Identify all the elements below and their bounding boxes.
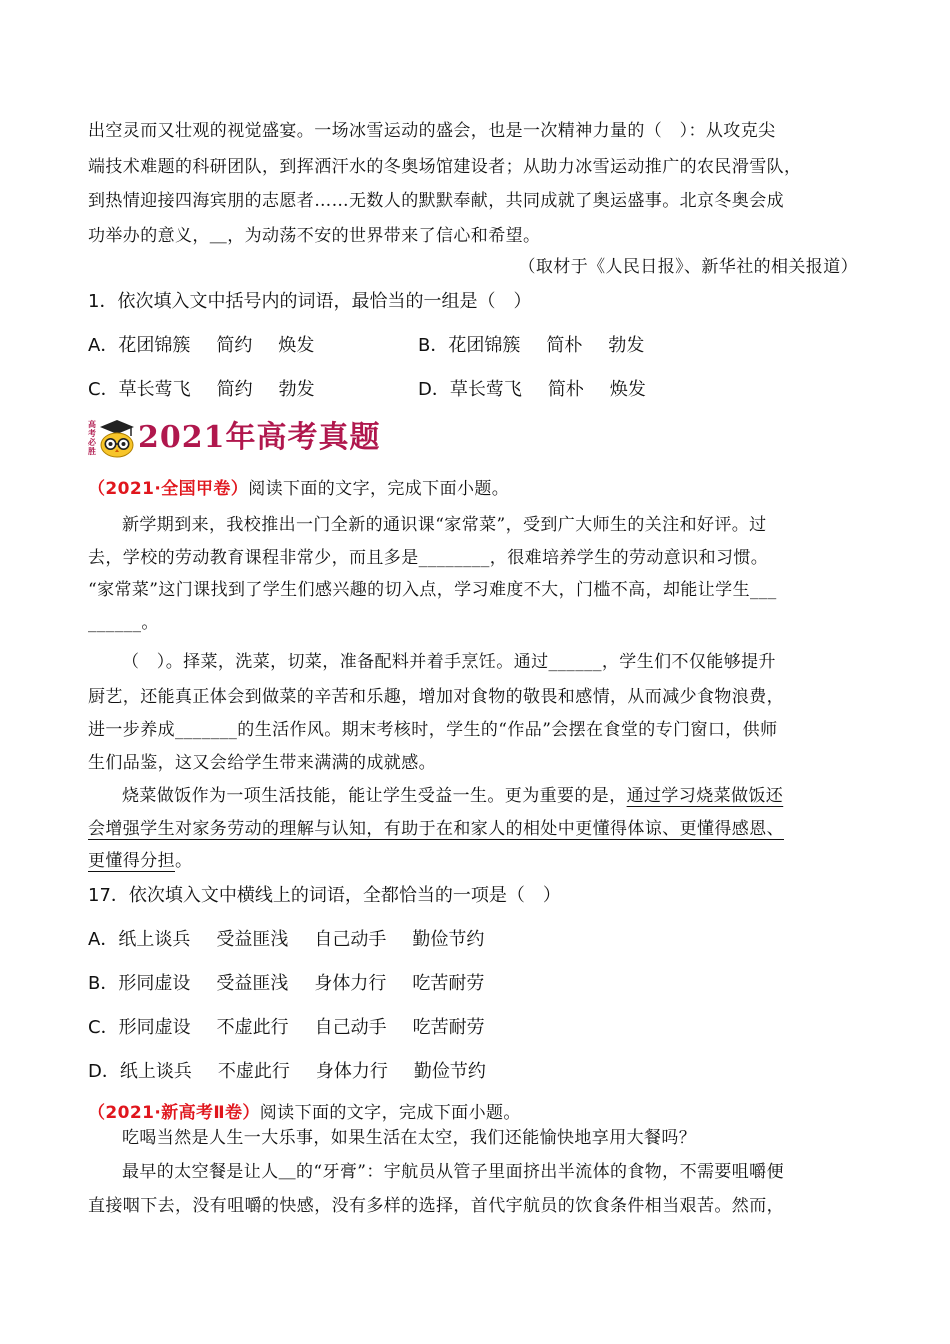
passage-line xyxy=(122,785,858,807)
option-label: D． xyxy=(418,379,450,400)
passage-line: 直接咽下去，没有咀嚼的快感，没有多样的选择，首代宇航员的饮食条件相当艰苦。然而， xyxy=(88,1196,784,1216)
option-word: 简朴 xyxy=(547,379,584,400)
option-word: 受益匪浅 xyxy=(216,929,289,950)
option-word: 自己动手 xyxy=(314,929,387,950)
option-b xyxy=(88,972,484,996)
passage-line: 生们品鉴，这又会给学生带来满满的成就感。 xyxy=(88,753,436,773)
option-word: 形同虚设 xyxy=(118,1017,191,1038)
option-word: 纸上谈兵 xyxy=(119,1061,192,1082)
option-word: 不虚此行 xyxy=(216,1017,289,1038)
option-a xyxy=(88,334,314,358)
option-word: 吃苦耐劳 xyxy=(412,1017,485,1038)
option-label: C． xyxy=(88,379,119,400)
option-word: 简朴 xyxy=(546,335,583,356)
option-word: 简约 xyxy=(216,335,253,356)
option-label: B． xyxy=(418,335,449,356)
passage-line: 新学期到来，我校推出一门全新的通识课“家常菜”，受到广大师生的关注和好评。过 xyxy=(122,515,767,535)
passage-line: 端技术难题的科研团队，到挥洒汗水的冬奥场馆建设者；从助力冰雪运动推广的农民滑雪队， xyxy=(88,157,802,177)
option-label: C． xyxy=(88,1017,119,1038)
period: 。 xyxy=(175,851,193,871)
passage-line xyxy=(88,818,858,840)
passage-line: 到热情迎接四海宾朋的志愿者……无数人的默默奉献，共同成就了奥运盛事。北京冬奥会成 xyxy=(88,191,784,211)
exam-source: （2021·新高考Ⅱ卷） xyxy=(88,1103,260,1123)
option-word: 吃苦耐劳 xyxy=(412,973,485,994)
option-word: 勃发 xyxy=(608,335,645,356)
passage-line: 进一步养成_______的生活作风。期末考核时，学生的“作品”会摆在食堂的专门窗口，供师 xyxy=(88,720,778,740)
underlined-text: 会增强学生对家务劳动的理解与认知，有助于在和家人的相处中更懂得体谅、更懂得感恩、 xyxy=(88,819,784,839)
option-word: 自己动手 xyxy=(314,1017,387,1038)
passage-line: “家常菜”这门课找到了学生们感兴趣的切入点，学习难度不大，门槛不高，却能让学生___ xyxy=(88,580,777,600)
option-word: 不虚此行 xyxy=(217,1061,290,1082)
option-word: 草长莺飞 xyxy=(449,379,522,400)
passage-text: 烧菜做饭作为一项生活技能，能让学生受益一生。更为重要的是， xyxy=(122,786,627,806)
passage-line: （ ）。择菜，洗菜，切菜，准备配料并着手烹饪。通过______，学生们不仅能够提升 xyxy=(122,652,776,672)
option-word: 纸上谈兵 xyxy=(118,929,191,950)
item-instruction: 阅读下面的文字，完成下面小题。 xyxy=(248,479,510,499)
option-word: 勤俭节约 xyxy=(413,1061,486,1082)
option-word: 花团锦簇 xyxy=(448,335,521,356)
option-d xyxy=(88,1060,486,1084)
section-title: 2021年高考真题 xyxy=(138,420,381,455)
option-label: A． xyxy=(88,335,119,356)
passage-line: 去，学校的劳动教育课程非常少，而且多是________，很难培养学生的劳动意识和习惯。 xyxy=(88,548,769,568)
option-word: 身体力行 xyxy=(314,973,387,994)
option-word: 焕发 xyxy=(278,335,315,356)
option-word: 花团锦簇 xyxy=(118,335,191,356)
option-word: 焕发 xyxy=(609,379,646,400)
item-header xyxy=(88,1102,858,1124)
passage-line: 厨艺，还能真正体会到做菜的辛苦和乐趣，增加对食物的敬畏和感情，从而减少食物浪费， xyxy=(88,687,784,707)
passage-source: （取材于《人民日报》、新华社的相关报道） xyxy=(518,257,858,277)
owl-graduate-icon xyxy=(98,418,136,458)
option-d xyxy=(418,378,646,402)
underlined-text: 通过学习烧菜做饭还 xyxy=(626,786,784,806)
question-stem: 1．依次填入文中括号内的词语，最恰当的一组是（ ） xyxy=(88,291,532,312)
section-badge-text: 高考必胜 xyxy=(88,420,96,456)
question-stem: 17．依次填入文中横线上的词语，全都恰当的一项是（ ） xyxy=(88,885,561,906)
option-label: A． xyxy=(88,929,119,950)
option-word: 受益匪浅 xyxy=(216,973,289,994)
option-label: B． xyxy=(88,973,119,994)
item-header xyxy=(88,478,858,500)
item-instruction: 阅读下面的文字，完成下面小题。 xyxy=(259,1103,521,1123)
passage-line xyxy=(88,850,858,872)
option-word: 简约 xyxy=(216,379,253,400)
passage-line: 最早的太空餐是让人＿的“牙膏”：宇航员从管子里面挤出半流体的食物，不需要咀嚼便 xyxy=(122,1162,784,1182)
exam-source: （2021·全国甲卷） xyxy=(88,479,249,499)
passage-line: 出空灵而又壮观的视觉盛宴。一场冰雪运动的盛会，也是一次精神力量的（ ）：从攻克尖 xyxy=(88,121,776,141)
option-word: 勃发 xyxy=(278,379,315,400)
option-a xyxy=(88,928,484,952)
option-b xyxy=(418,334,644,358)
option-word: 勤俭节约 xyxy=(412,929,485,950)
option-label: D． xyxy=(88,1061,120,1082)
option-word: 草长莺飞 xyxy=(118,379,191,400)
underlined-text: 更懂得分担 xyxy=(88,851,175,871)
option-word: 身体力行 xyxy=(315,1061,388,1082)
option-c xyxy=(88,1016,485,1040)
option-word: 形同虚设 xyxy=(118,973,191,994)
passage-line: ______。 xyxy=(88,613,159,633)
passage-line: 吃喝当然是人生一大乐事，如果生活在太空，我们还能愉快地享用大餐吗？ xyxy=(122,1128,697,1148)
passage-line: 功举办的意义，＿，为动荡不安的世界带来了信心和希望。 xyxy=(88,226,541,246)
option-c xyxy=(88,378,315,402)
